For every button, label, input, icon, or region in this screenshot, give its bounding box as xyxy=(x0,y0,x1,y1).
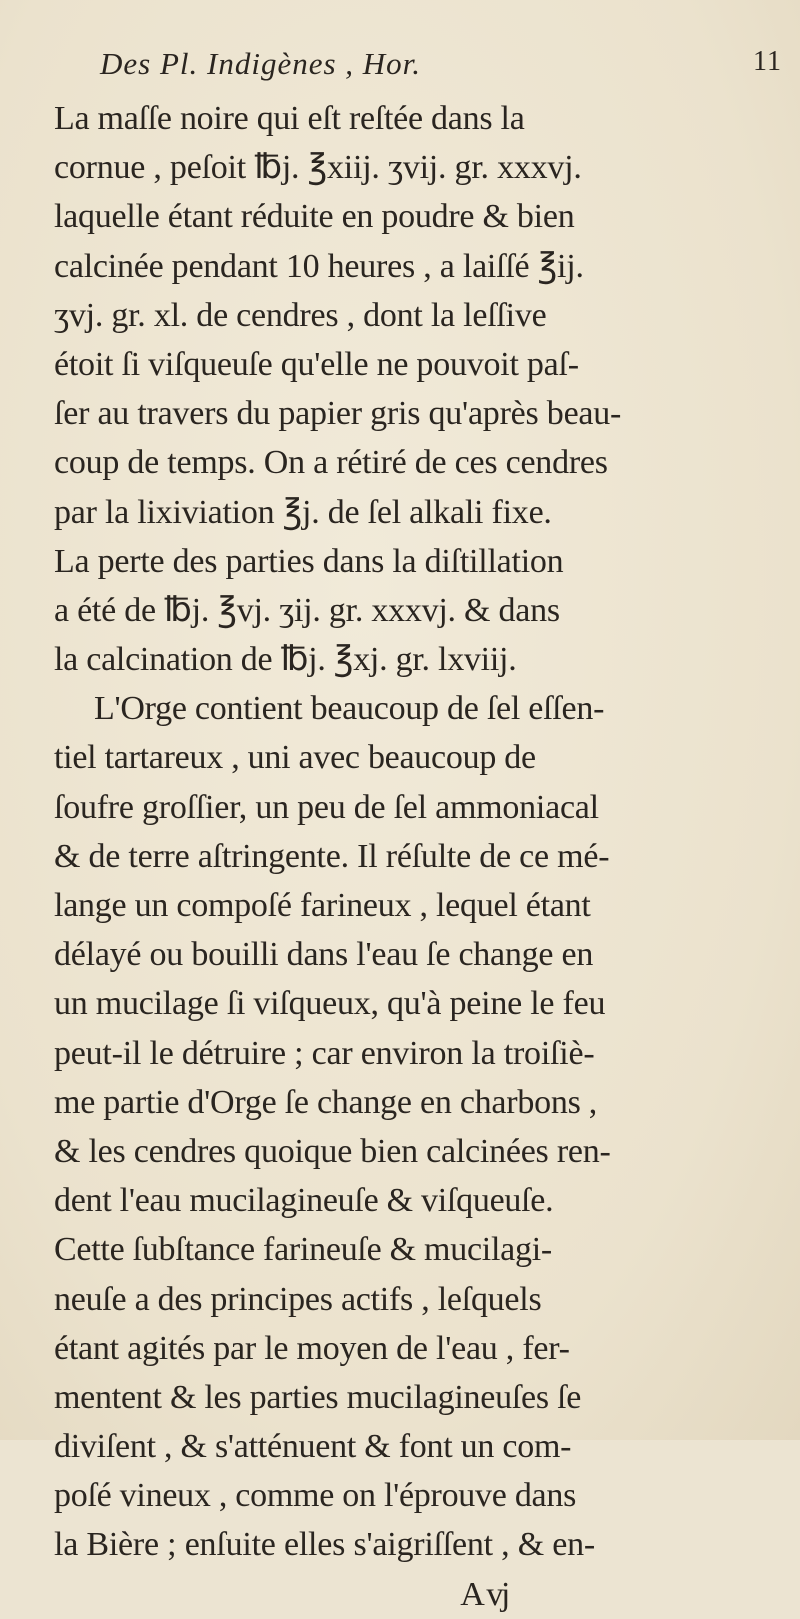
text-line: la calcination de ℔j. ℥xj. gr. lxviij. xyxy=(54,641,517,679)
text-line: tiel tartareux , uni avec beaucoup de xyxy=(54,739,536,777)
text-line: La maſſe noire qui eſt reſtée dans la xyxy=(54,100,525,137)
text-line: un mucilage ſi viſqueux, qu'à peine le feu xyxy=(54,985,606,1023)
text-line: laquelle étant réduite en poudre & bien xyxy=(54,198,575,236)
body-text xyxy=(54,94,794,1619)
text-line: étoit ſi viſqueuſe qu'elle ne pouvoit paſ- xyxy=(54,345,579,383)
text-line: délayé ou bouilli dans l'eau ſe change en xyxy=(54,936,594,974)
running-title: Des Pl. Indigènes , Hor. xyxy=(100,46,422,81)
text-line: coup de temps. On a rétiré de ces cendres xyxy=(54,444,608,482)
text-line: poſé vineux , comme on l'éprouve dans xyxy=(54,1477,577,1515)
text-line: mentent & les parties mucilagineuſes ſe xyxy=(54,1378,582,1416)
text-line: diviſent , & s'atténuent & font un com- xyxy=(54,1428,572,1466)
text-line: la Bière ; enſuite elles s'aigriſſent , & en- xyxy=(54,1526,595,1564)
text-line: a été de ℔j. ℥vj. ʒij. gr. xxxvj. & dans xyxy=(54,591,560,629)
text-line: Cette ſubſtance farineuſe & mucilagi- xyxy=(54,1231,552,1269)
text-line: L'Orge contient beaucoup de ſel eſſen- xyxy=(94,690,605,728)
text-line: cornue , peſoit ℔j. ℥xiij. ʒvij. gr. xxxvj. xyxy=(54,149,582,187)
page-header xyxy=(100,46,790,82)
text-line: étant agités par le moyen de l'eau , fer- xyxy=(54,1329,570,1367)
text-line: La perte des parties dans la diſtillation xyxy=(54,542,564,580)
text-line: & les cendres quoique bien calcinées ren- xyxy=(54,1132,611,1170)
text-line: lange un compoſé farineux , lequel étant xyxy=(54,887,591,924)
text-line: ſer au travers du papier gris qu'après beau- xyxy=(54,395,622,433)
text-line: neuſe a des principes actifs , leſquels xyxy=(54,1280,542,1318)
text-line: & de terre aſtringente. Il réſulte de ce mé- xyxy=(54,837,610,875)
page-number: 11 xyxy=(753,46,782,77)
text-line: par la lixiviation ℥j. de ſel alkali fixe. xyxy=(54,493,552,531)
text-line: peut-il le détruire ; car environ la troiſiè- xyxy=(54,1034,595,1072)
text-line: ſoufre groſſier, un peu de ſel ammoniacal xyxy=(54,788,599,826)
signature-mark: A vj xyxy=(460,1575,508,1613)
text-line: dent l'eau mucilagineuſe & viſqueuſe. xyxy=(54,1182,554,1220)
text-line: me partie d'Orge ſe change en charbons , xyxy=(54,1083,598,1121)
text-line: calcinée pendant 10 heures , a laiſſé ℥ij. xyxy=(54,247,584,285)
text-line: ʒvj. gr. xl. de cendres , dont la leſſive xyxy=(54,296,547,334)
